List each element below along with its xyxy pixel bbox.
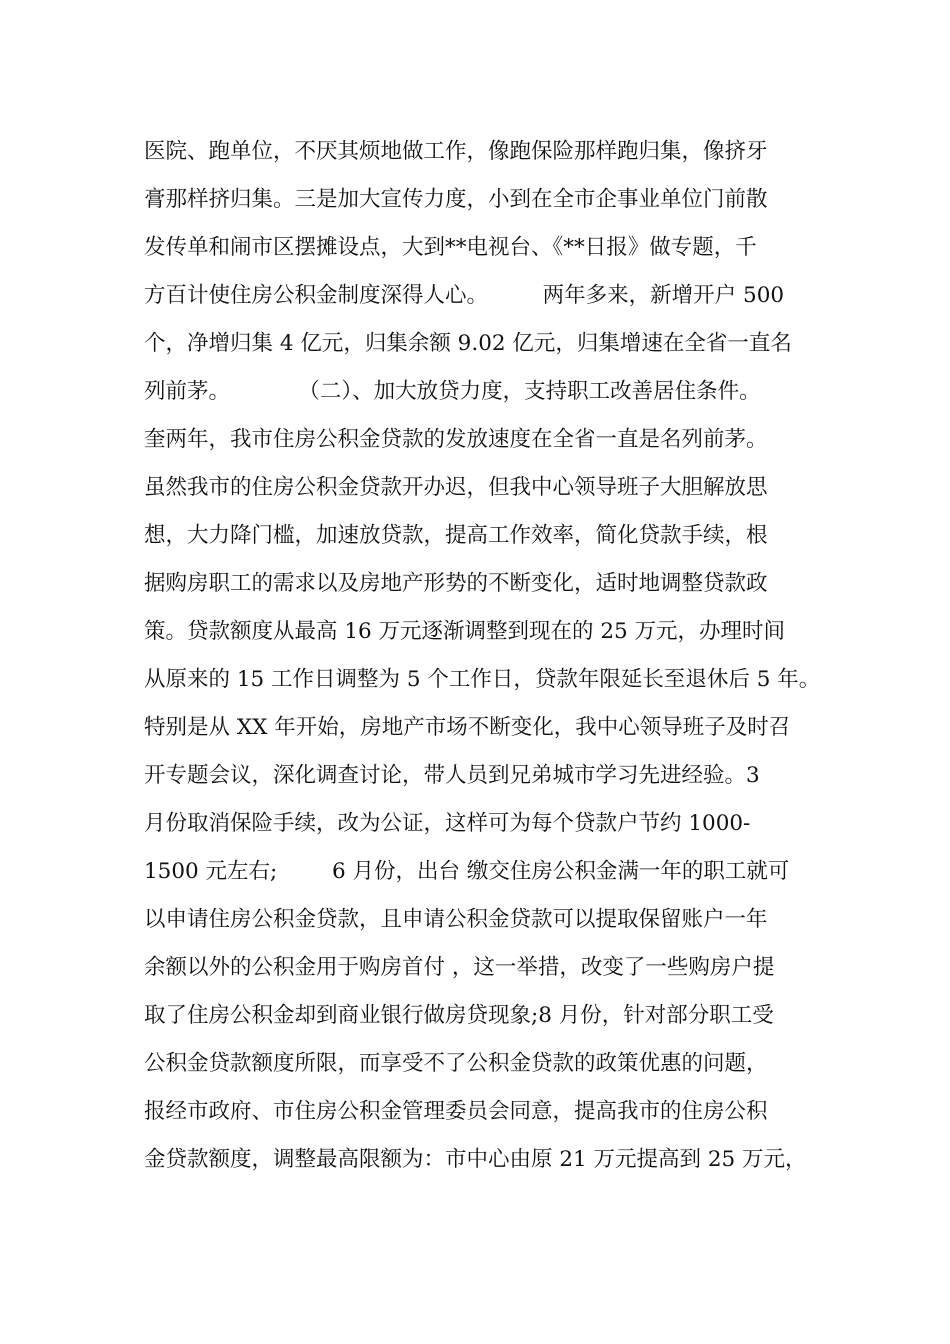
text-line: 发传单和闹市区摆摊设点，大到**电视台、《**日报》做专题，千	[144, 235, 757, 260]
text-line: 余额以外的公积金用于购房首付 ，这一举措，改变了一些购房户提	[144, 955, 775, 980]
text-line: 奎两年，我市住房公积金贷款的发放速度在全省一直是名列前茅。	[144, 427, 768, 452]
text-line: 想，大力降门槛，加速放贷款，提高工作效率，简化贷款手续，根	[144, 523, 768, 548]
text-line: 虽然我市的住房公积金贷款开办迟，但我中心领导班子大胆解放思	[144, 475, 768, 500]
text-line: 公积金贷款额度所限，而享受不了公积金贷款的政策优惠的问题，	[144, 1051, 768, 1076]
text-line: 取了住房公积金却到商业银行做房贷现象;8 月份，针对部分职工受	[144, 1003, 774, 1028]
text-line: 膏那样挤归集。三是加大宣传力度，小到在全市企事业单位门前散	[144, 187, 768, 212]
text-line: 开专题会议，深化调查讨论，带人员到兄弟城市学习先进经验。3	[144, 763, 760, 788]
text-line: 方百计使住房公积金制度深得人心。 两年多来，新增开户 500	[144, 283, 785, 308]
text-line: 特别是从 XX 年开始，房地产市场不断变化，我中心领导班子及时召	[144, 715, 791, 740]
body-text	[144, 128, 834, 1184]
text-line: 列前茅。 （二）、加大放贷力度，支持职工改善居住条件。	[144, 379, 761, 404]
text-line: 报经市政府、市住房公积金管理委员会同意，提高我市的住房公积	[144, 1099, 768, 1124]
text-line: 以申请住房公积金贷款，且申请公积金贷款可以提取保留账户一年	[144, 907, 768, 932]
text-line: 从原来的 15 工作日调整为 5 个工作日，贷款年限延长至退休后 5 年。	[144, 667, 821, 692]
text-line: 金贷款额度，调整最高限额为：市中心由原 21 万元提高到 25 万元，	[144, 1147, 807, 1172]
text-line: 医院、跑单位，不厌其烦地做工作，像跑保险那样跑归集，像挤牙	[144, 139, 768, 164]
text-line: 据购房职工的需求以及房地产形势的不断变化，适时地调整贷款政	[144, 571, 768, 596]
text-line: 月份取消保险手续，改为公证，这样可为每个贷款户节约 1000-	[144, 811, 751, 836]
text-line: 策。贷款额度从最高 16 万元逐渐调整到现在的 25 万元，办理时间	[144, 619, 786, 644]
text-line: 个，净增归集 4 亿元，归集余额 9.02 亿元，归集增速在全省一直名	[144, 331, 792, 356]
text-line: 1500 元左右; 6 月份，出台 缴交住房公积金满一年的职工就可	[144, 859, 790, 884]
